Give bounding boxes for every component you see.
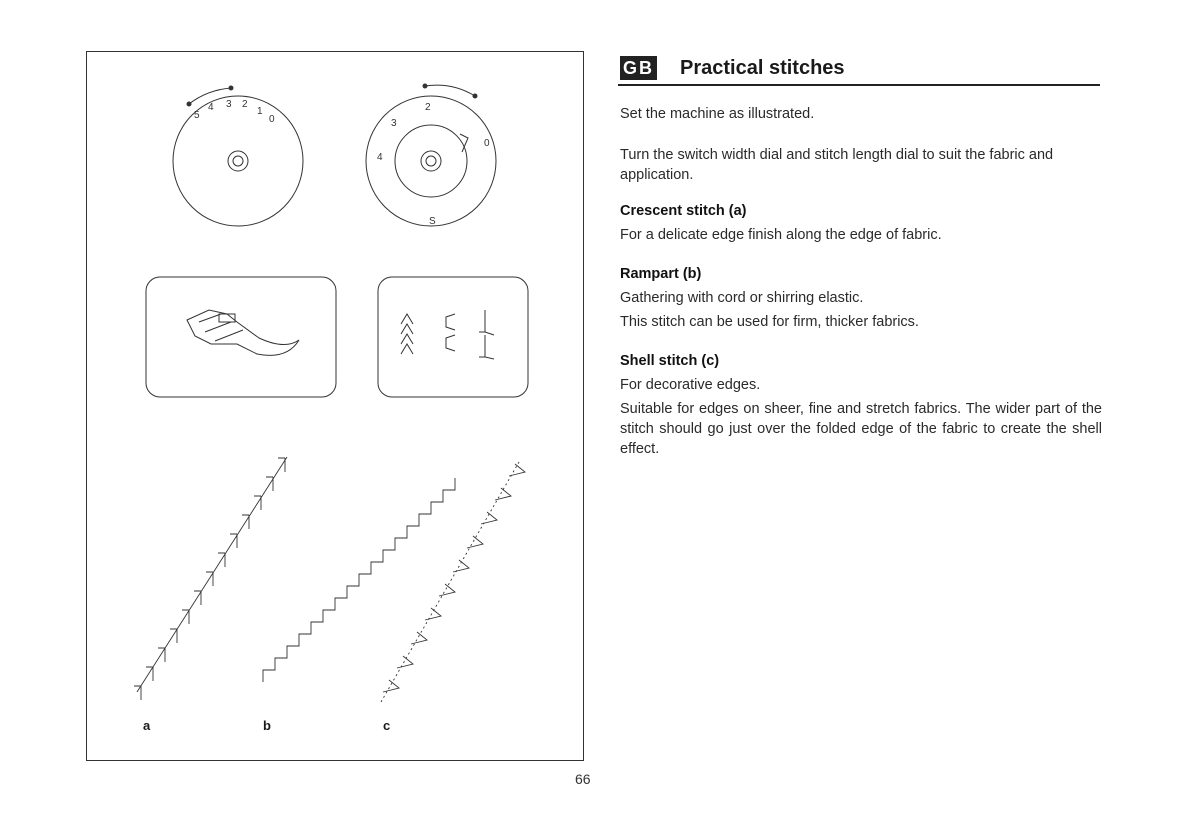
width-dial-number: 4 — [208, 102, 214, 113]
section-text: For a delicate edge finish along the edge of fabric. — [620, 227, 942, 243]
section-text: For decorative edges. — [620, 377, 761, 393]
stitch-label-b: b — [263, 718, 271, 733]
length-dial-number: 3 — [391, 118, 397, 129]
stitch-label-c: c — [383, 718, 391, 733]
stitch-label-a: a — [143, 718, 151, 733]
language-badge: GB — [620, 56, 657, 80]
stitch-length-dial — [366, 84, 496, 226]
section-text: Gathering with cord or shirring elastic. — [620, 290, 864, 306]
page-number: 66 — [575, 771, 591, 787]
section-heading-crescent: Crescent stitch (a) — [620, 203, 747, 219]
length-dial-number: S — [429, 216, 436, 227]
dial-instruction-text: Turn the switch width dial and stitch length dial to suit the fabric and application. — [620, 147, 1054, 183]
stitch-selector-panel — [378, 277, 528, 397]
width-dial-number: 0 — [269, 114, 275, 125]
length-dial-number: 2 — [425, 102, 431, 113]
length-dial-number: 0 — [484, 138, 490, 149]
section-heading-shell: Shell stitch (c) — [620, 353, 720, 369]
instructions-column — [620, 104, 1102, 459]
page-title: Practical stitches — [680, 57, 845, 79]
width-dial-number: 5 — [194, 110, 200, 121]
width-dial-number: 1 — [257, 106, 263, 117]
presser-foot-panel — [146, 277, 336, 397]
illustration-frame — [86, 51, 584, 761]
section-heading-rampart: Rampart (b) — [620, 266, 702, 282]
intro-text: Set the machine as illustrated. — [620, 106, 815, 122]
rampart-stitch-sample — [263, 478, 455, 682]
width-dial-number: 3 — [226, 99, 232, 110]
section-text: Suitable for edges on sheer, fine and stretch fabrics. The wider part of the stitch should go just over the folded edge of the fabric to create the shell effect. — [620, 401, 1102, 457]
section-text: This stitch can be used for firm, thicker fabrics. — [620, 314, 919, 330]
section-header — [618, 52, 1100, 86]
width-dial-number: 2 — [242, 99, 248, 110]
length-dial-number: 4 — [377, 152, 383, 163]
shell-stitch-sample — [381, 462, 525, 702]
machine-settings-illustration — [87, 52, 585, 762]
stitch-width-dial — [173, 86, 303, 226]
crescent-stitch-sample — [134, 457, 287, 700]
